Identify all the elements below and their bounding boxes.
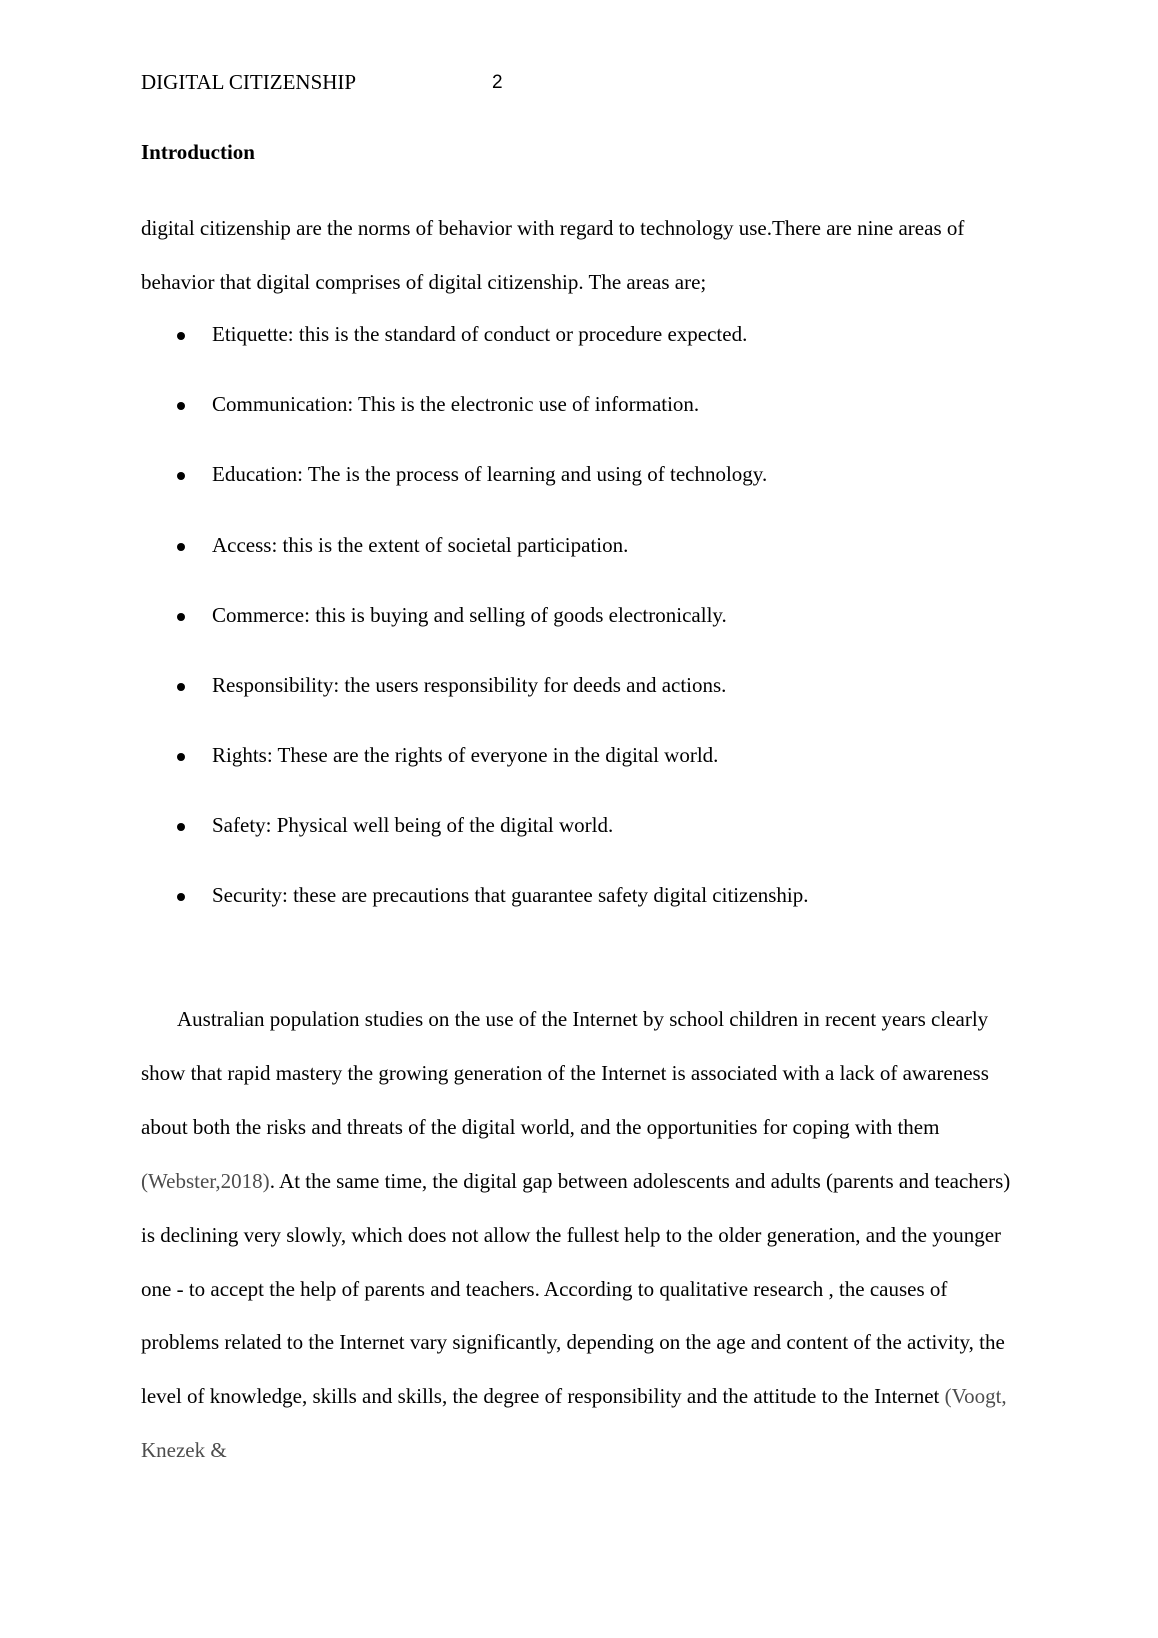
body-text: Australian population studies on the use of the Internet by school children in recent years clearly show that rapid mastery the growing generation of the Internet is associated with a lack of awareness about both the risks and threats of the digital world, and the opportunities for coping with them (141, 1007, 989, 1139)
bullet-icon (177, 472, 185, 480)
body-paragraph (141, 993, 1021, 1478)
bullet-icon (177, 683, 185, 691)
list-item-text: Responsibility: the users responsibility for deeds and actions. (212, 673, 727, 697)
list-item-text: Access: this is the extent of societal participation. (212, 533, 629, 557)
bullet-icon (177, 753, 185, 761)
bullet-icon (177, 402, 185, 410)
list-item-text: Security: these are precautions that guarantee safety digital citizenship. (212, 883, 809, 907)
citation: (Voogt, Knezek & (141, 1384, 1007, 1463)
running-head: DIGITAL CITIZENSHIP (141, 70, 357, 94)
list-item-text: Commerce: this is buying and selling of goods electronically. (212, 603, 727, 627)
list-item-text: Education: The is the process of learning and using of technology. (212, 462, 768, 486)
bullet-icon (177, 613, 185, 621)
bullet-icon (177, 543, 185, 551)
bullet-icon (177, 332, 185, 340)
list-item-text: Safety: Physical well being of the digital world. (212, 813, 614, 837)
intro-paragraph: digital citizenship are the norms of behavior with regard to technology use.There are nine areas of behavior that digital comprises of digital citizenship. The areas are; (141, 216, 965, 294)
body-text: . At the same time, the digital gap between adolescents and adults (parents and teachers) is declining very slowly, which does not allow the fullest help to the older generation, and the younger one - to accept the help of parents and teachers. According to qualitative research , the causes of problems related to the Internet vary significantly, depending on the age and content of the activity, the level of knowledge, skills and skills, the degree of responsibility and the attitude to the Internet (141, 1168, 1011, 1409)
list-item-text: Communication: This is the electronic use of information. (212, 392, 700, 416)
bullet-icon (177, 893, 185, 901)
bullet-icon (177, 823, 185, 831)
section-heading: Introduction (141, 140, 255, 164)
list-item-text: Rights: These are the rights of everyone in the digital world. (212, 743, 719, 767)
citation: (Webster,2018) (141, 1168, 270, 1193)
page-number: 2 (492, 72, 503, 93)
list-item-text: Etiquette: this is the standard of conduct or procedure expected. (212, 322, 748, 346)
